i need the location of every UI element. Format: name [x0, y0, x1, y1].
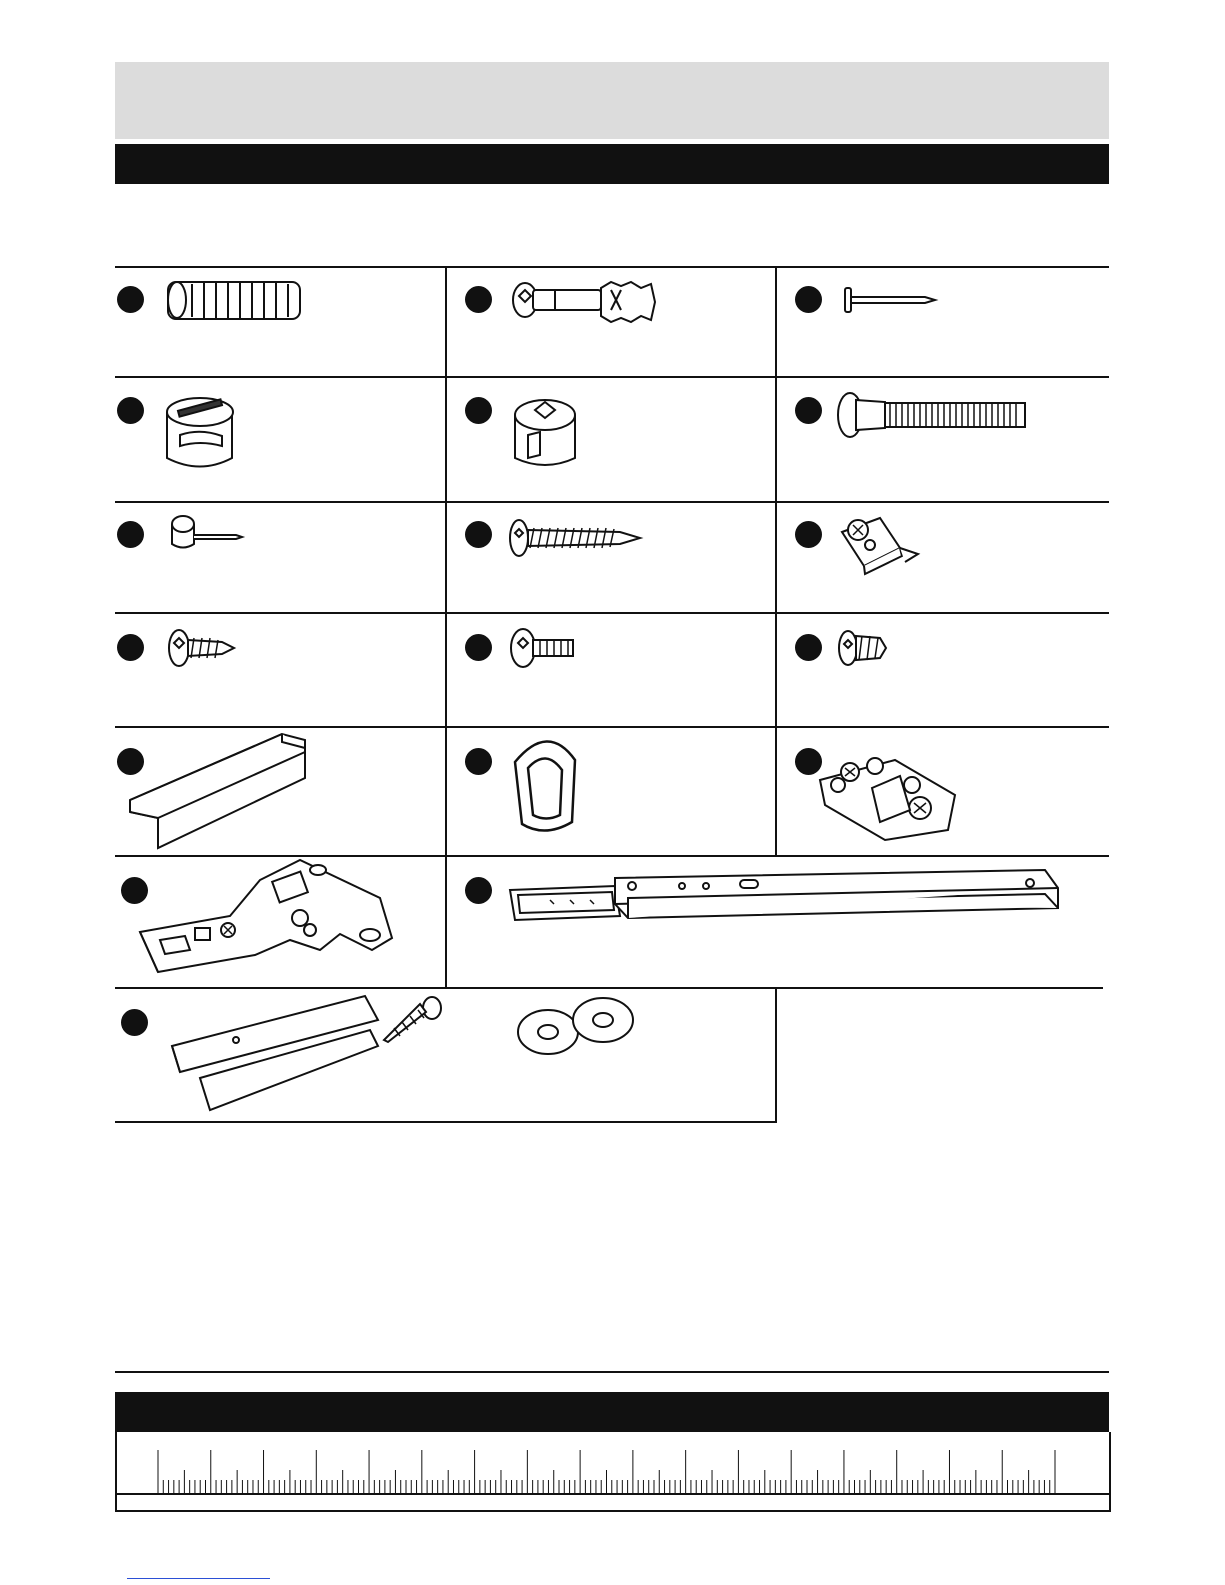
footer-link-underline[interactable] — [127, 1578, 270, 1579]
